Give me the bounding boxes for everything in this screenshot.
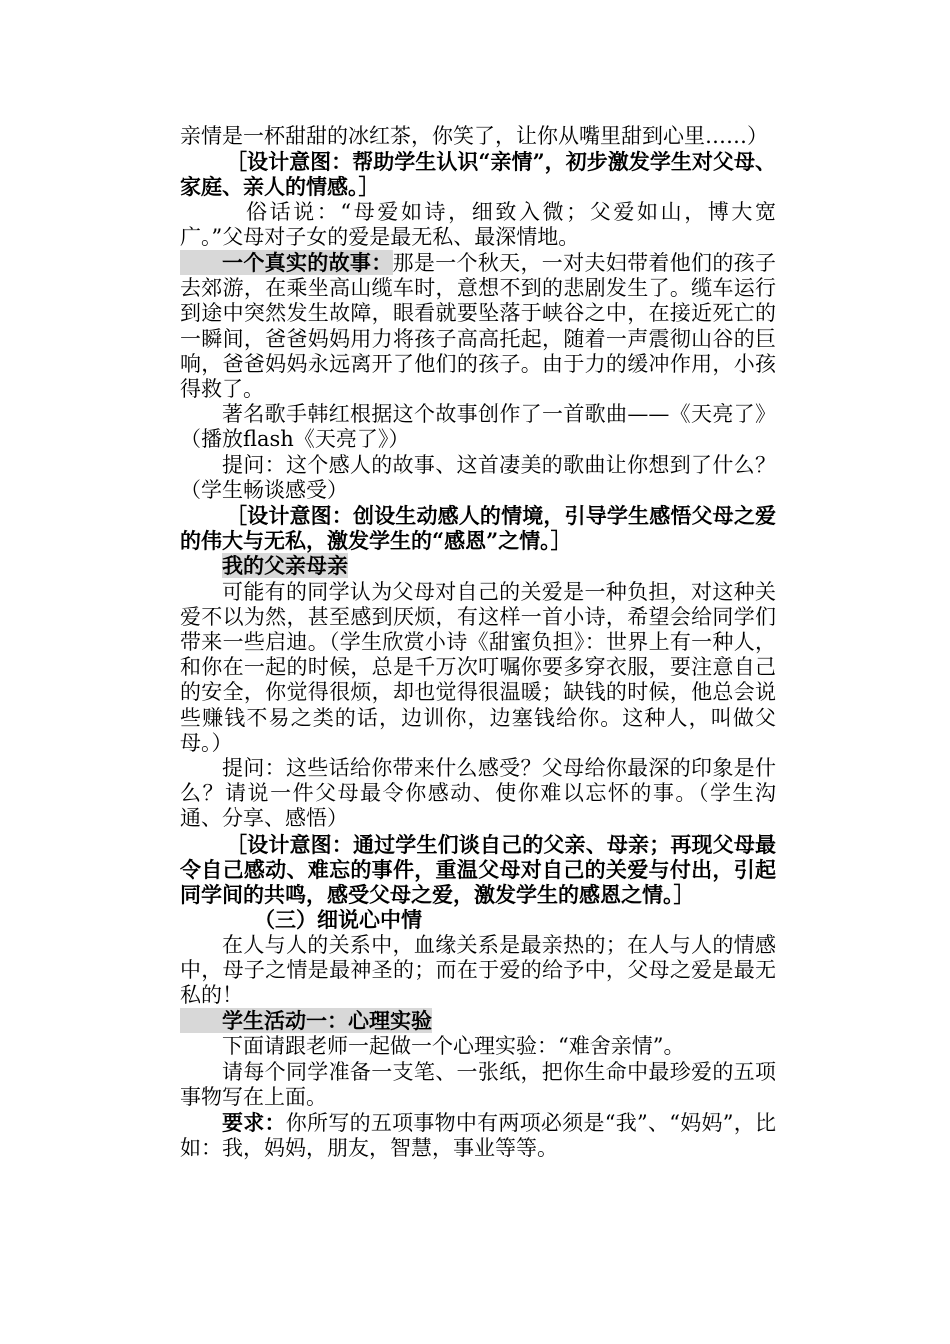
paragraph-poem: 可能有的同学认为父母对自己的关爱是一种负担，对这种关爱不以为然，甚至感到厌烦，有这样一首小诗，希望会给同学们带来一些启迪。（学生欣赏小诗《甜蜜负担》：世界上有一种人，和你在一起的时候，总是千万次叮嘱你要多穿衣服，要注意自己的安全，你觉得很烦，却也觉得很温暖；缺钱的时候，他总会说些赚钱不易之类的话，边训你，边塞钱给你。这种人，叫做父母。）: [180, 579, 776, 755]
paragraph-song: 著名歌手韩红根据这个故事创作了一首歌曲——《天亮了》（播放flash《天亮了》）: [180, 402, 776, 452]
paragraph-true-story: [180, 250, 776, 402]
paragraph-requirement: [180, 1110, 776, 1161]
paragraph-activity-heading: [180, 1008, 776, 1034]
section-heading-3: （三）细说心中情: [254, 907, 422, 933]
true-story-text: 那是一个秋天，一对夫妇带着他们的孩子去郊游，在乘坐高山缆车时，意想不到的悲剧发生了。缆车运行到途中突然发生故障，眼看就要坠落于峡谷之中，在接近死亡的一瞬间，爸爸妈妈用力将孩子高高托起，随着一声震彻山谷的巨响，爸爸妈妈永远离开了他们的孩子。由于力的缓冲作用，小孩得救了。: [180, 251, 777, 402]
paragraph-experiment: 下面请跟老师一起做一个心理实验：“难舍亲情”。: [222, 1034, 685, 1059]
paragraph-prepare: 请每个同学准备一支笔、一张纸，把你生命中最珍爱的五项事物写在上面。: [180, 1059, 776, 1109]
paragraph-question-2: 提问：这些话给你带来什么感受？父母给你最深的印象是什么？请说一件父母最令你感动、使你难以忘怀的事。（学生沟通、分享、感悟）: [180, 756, 776, 831]
paragraph-relations: 在人与人的关系中，血缘关系是最亲热的；在人与人的情感中，母子之情是最神圣的；而在于爱的给予中，父母之爱是最无私的！: [180, 932, 776, 1007]
design-intent-3: ［设计意图：通过学生们谈自己的父亲、母亲；再现父母最令自己感动、难忘的事件，重温父母对自己的关爱与付出，引起同学间的共鸣，感受父母之爱，激发学生的感恩之情。］: [180, 831, 776, 908]
requirement-label: 要求：: [222, 1109, 286, 1135]
heading-true-story: 一个真实的故事：: [180, 250, 393, 275]
paragraph-my-parents-heading: [180, 553, 776, 579]
heading-activity-1: 学生活动一：心理实验: [180, 1008, 432, 1033]
design-intent-1: ［设计意图：帮助学生认识“亲情”，初步激发学生对父母、家庭、亲人的情感。］: [180, 149, 776, 200]
paragraph-question-1: 提问：这个感人的故事、这首凄美的歌曲让你想到了什么？（学生畅谈感受）: [180, 452, 776, 502]
paragraph-intro-end: 亲情是一杯甜甜的冰红茶，你笑了，让你从嘴里甜到心里……）: [180, 124, 768, 148]
heading-my-parents: 我的父亲母亲: [222, 553, 348, 579]
design-intent-2: ［设计意图：创设生动感人的情境，引导学生感悟父母之爱的伟大与无私，激发学生的“感恩”之情。］: [180, 503, 776, 554]
document-page: [180, 124, 776, 1161]
paragraph-saying: 俗话说：“母爱如诗，细致入微；父爱如山，博大宽广。”父母对子女的爱是最无私、最深情地。: [180, 199, 776, 249]
requirement-text: 你所写的五项事物中有两项必须是“我”、“妈妈”，比如：我，妈妈，朋友，智慧，事业等等。: [180, 1110, 777, 1161]
